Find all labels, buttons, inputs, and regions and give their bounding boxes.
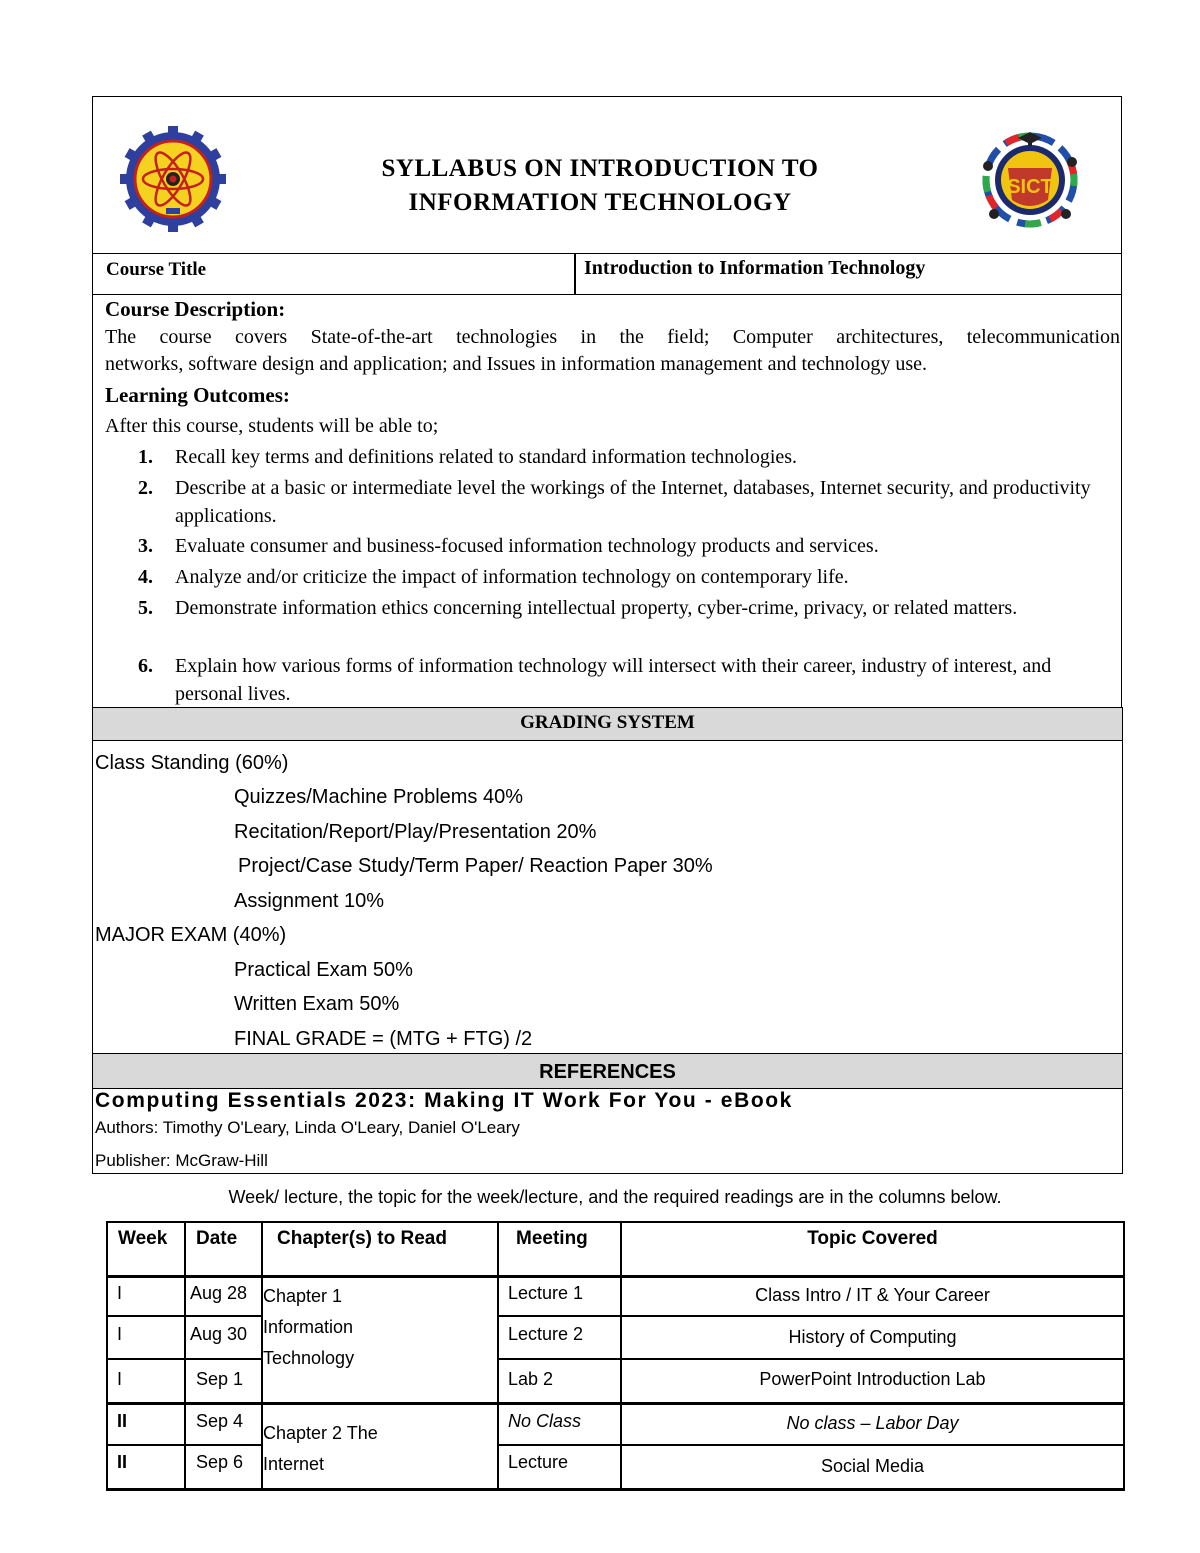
row-week: I: [117, 1324, 123, 1344]
reference-authors: Authors: Timothy O'Leary, Linda O'Leary, Daniel O'Leary: [95, 1118, 520, 1137]
outcome-number: 6.: [138, 655, 153, 677]
header-topic: Topic Covered: [807, 1228, 938, 1249]
row-week: I: [117, 1369, 123, 1389]
row-meeting: Lecture 1: [508, 1283, 584, 1303]
course-description-line-2: networks, software design and application; and Issues in information management and technology use.: [105, 353, 928, 375]
outcome-number: 1.: [138, 446, 153, 468]
row-meeting: No Class: [508, 1411, 582, 1431]
chapter-2-line: Internet: [263, 1454, 325, 1474]
header-chapters: Chapter(s) to Read: [277, 1228, 447, 1249]
chapter-1-line: Technology: [263, 1348, 355, 1368]
references-title: REFERENCES: [539, 1061, 676, 1083]
row-topic: No class – Labor Day: [786, 1413, 959, 1433]
course-description-heading: Course Description:: [105, 297, 286, 321]
document-title: [280, 152, 920, 220]
header-date: Date: [196, 1228, 238, 1249]
outcome-text: Explain how various forms of information technology will intersect with their career, industry of interest, and personal lives.: [175, 655, 1052, 705]
outcome-number: 2.: [138, 477, 153, 499]
outcome-text: Recall key terms and definitions related to standard information technologies.: [175, 446, 798, 468]
chapter-2-line: Chapter 2 The: [263, 1423, 378, 1443]
course-description-line-1: The course covers State-of-the-art technologies in the field; Computer architectures, telecommunication: [105, 326, 1120, 348]
chapter-1-line: Chapter 1: [263, 1286, 343, 1306]
header-meeting: Meeting: [516, 1228, 588, 1249]
row-date: Sep 4: [196, 1411, 244, 1431]
recitation-weight: Recitation/Report/Play/Presentation 20%: [234, 821, 597, 843]
reference-publisher: Publisher: McGraw-Hill: [95, 1151, 268, 1170]
project-weight: Project/Case Study/Term Paper/ Reaction Paper 30%: [238, 855, 713, 877]
outcome-number: 5.: [138, 597, 153, 619]
row-week: I: [117, 1283, 123, 1303]
final-grade-formula: FINAL GRADE = (MTG + FTG) /2: [234, 1028, 533, 1050]
row-date: Aug 28: [190, 1283, 248, 1303]
row-meeting: Lecture: [508, 1452, 569, 1472]
row-meeting: Lab 2: [508, 1369, 554, 1389]
row-date: Aug 30: [190, 1324, 248, 1344]
row-topic: Social Media: [820, 1456, 925, 1476]
outcome-number: 3.: [138, 535, 153, 557]
row-meeting: Lecture 2: [508, 1324, 584, 1344]
learning-outcomes-heading: Learning Outcomes:: [105, 383, 290, 407]
chapter-1-line: Information: [263, 1317, 354, 1337]
row-topic: PowerPoint Introduction Lab: [759, 1369, 986, 1389]
outcome-number: 4.: [138, 566, 153, 588]
document-title-line-1: SYLLABUS ON INTRODUCTION TO: [381, 155, 819, 182]
outcome-text: Demonstrate information ethics concerning intellectual property, cyber-crime, privacy, or related matters.: [175, 597, 1018, 619]
schedule-table: [106, 1221, 1125, 1491]
row-topic: Class Intro / IT & Your Career: [755, 1285, 990, 1305]
course-title-label: Course Title: [106, 259, 207, 280]
schedule-note: Week/ lecture, the topic for the week/lecture, and the required readings are in the columns below.: [228, 1187, 1002, 1207]
row-week: II: [117, 1411, 128, 1431]
learning-outcomes-intro: After this course, students will be able to;: [105, 415, 439, 437]
row-week: II: [117, 1452, 128, 1472]
document-title-line-2: INFORMATION TECHNOLOGY: [408, 189, 792, 216]
outcome-text: Evaluate consumer and business-focused information technology products and services.: [175, 535, 879, 557]
class-standing-label: Class Standing (60%): [95, 752, 289, 774]
header-week: Week: [118, 1228, 168, 1249]
outcome-text: Describe at a basic or intermediate level the workings of the Internet, databases, Internet security, and productivity applications.: [175, 477, 1091, 527]
major-exam-label: MAJOR EXAM (40%): [95, 924, 287, 946]
course-title-value: Introduction to Information Technology: [584, 257, 926, 279]
grading-system-title: GRADING SYSTEM: [520, 712, 695, 733]
row-date: Sep 1: [196, 1369, 244, 1389]
written-exam-weight: Written Exam 50%: [234, 993, 400, 1015]
practical-exam-weight: Practical Exam 50%: [234, 959, 413, 981]
row-date: Sep 6: [196, 1452, 244, 1472]
reference-book-title: Computing Essentials 2023: Making IT Work For You - eBook: [95, 1089, 793, 1112]
college-logo: [974, 120, 1086, 234]
outcome-text: Analyze and/or criticize the impact of information technology on contemporary life.: [175, 566, 849, 588]
college-logo-text: SICT: [1007, 176, 1053, 198]
assignment-weight: Assignment 10%: [234, 890, 385, 912]
row-topic: History of Computing: [788, 1327, 957, 1347]
quizzes-weight: Quizzes/Machine Problems 40%: [234, 786, 524, 808]
chapter-2-cell: [263, 1418, 378, 1480]
chapter-1-cell: [263, 1281, 354, 1374]
university-seal-logo: [118, 124, 228, 234]
